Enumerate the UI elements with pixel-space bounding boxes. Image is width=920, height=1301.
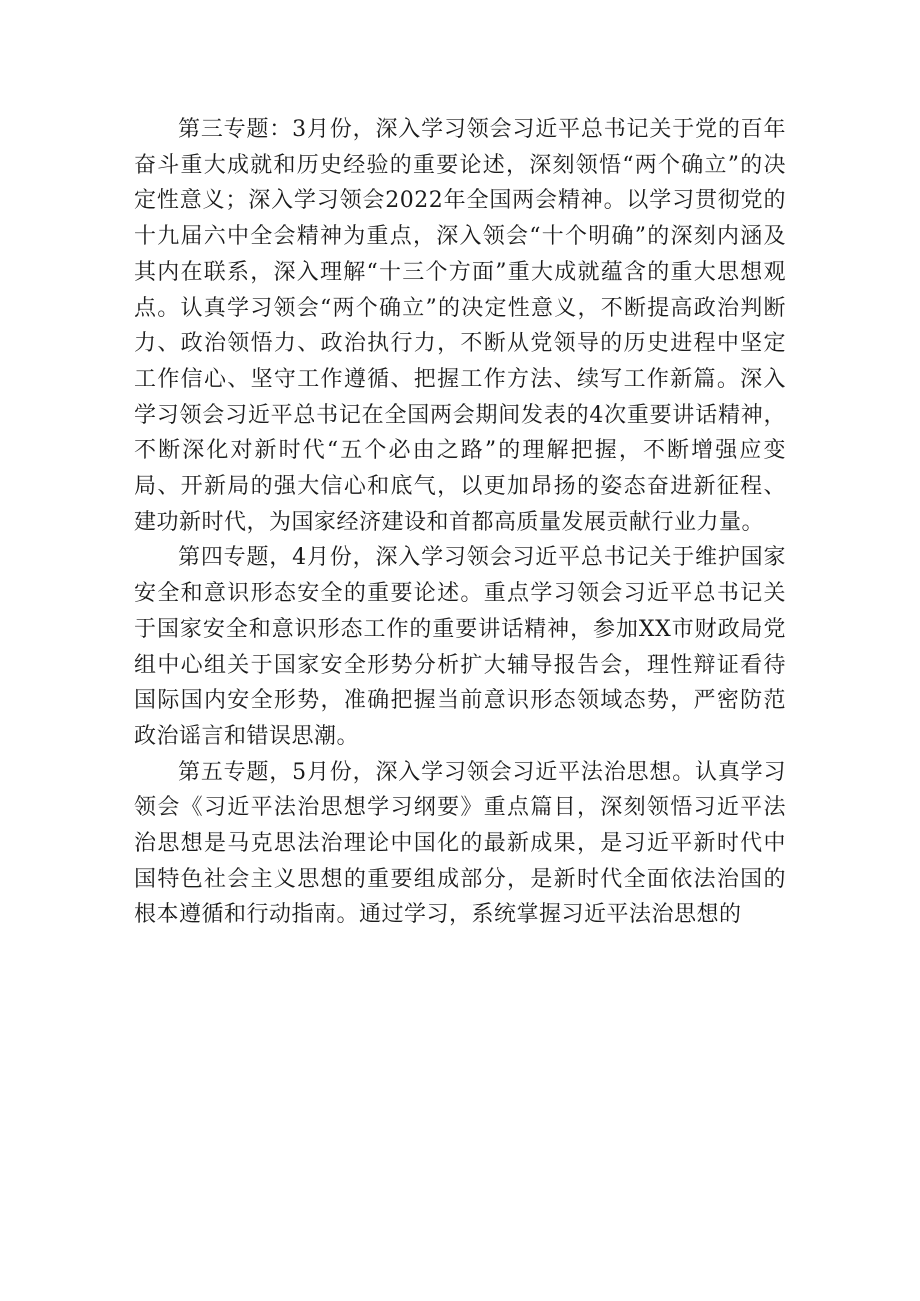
document-body xyxy=(134,112,786,933)
paragraph-topic-three: 第三专题：3月份，深入学习领会习近平总书记关于党的百年奋斗重大成就和历史经验的重要论述，深刻领悟“两个确立”的决定性意义；深入学习领会2022年全国两会精神。以学习贯彻党的十九届六中全会精神为重点，深入领会“十个明确”的深刻内涵及其内在联系，深入理解“十三个方面”重大成就蕴含的重大思想观点。认真学习领会“两个确立”的决定性意义，不断提高政治判断力、政治领悟力、政治执行力，不断从党领导的历史进程中坚定工作信心、坚守工作遵循、把握工作方法、续写工作新篇。深入学习领会习近平总书记在全国两会期间发表的4次重要讲话精神，不断深化对新时代“五个必由之路”的理解把握，不断增强应变局、开新局的强大信心和底气，以更加昂扬的姿态奋进新征程、建功新时代，为国家经济建设和首都高质量发展贡献行业力量。 xyxy=(134,117,786,535)
paragraph-topic-five: 第五专题，5月份，深入学习领会习近平法治思想。认真学习领会《习近平法治思想学习纲要》重点篇目，深刻领悟习近平法治思想是马克思法治理论中国化的最新成果，是习近平新时代中国特色社会主义思想的重要组成部分，是新时代全面依法治国的根本遵循和行动指南。通过学习，系统掌握习近平法治思想的 xyxy=(134,759,786,928)
paragraph-topic-four: 第四专题，4月份，深入学习领会习近平总书记关于维护国家安全和意识形态安全的重要论述。重点学习领会习近平总书记关于国家安全和意识形态工作的重要讲话精神，参加XX市财政局党组中心组关于国家安全形势分析扩大辅导报告会，理性辩证看待国际国内安全形势，准确把握当前意识形态领域态势，严密防范政治谣言和错误思潮。 xyxy=(134,545,786,749)
